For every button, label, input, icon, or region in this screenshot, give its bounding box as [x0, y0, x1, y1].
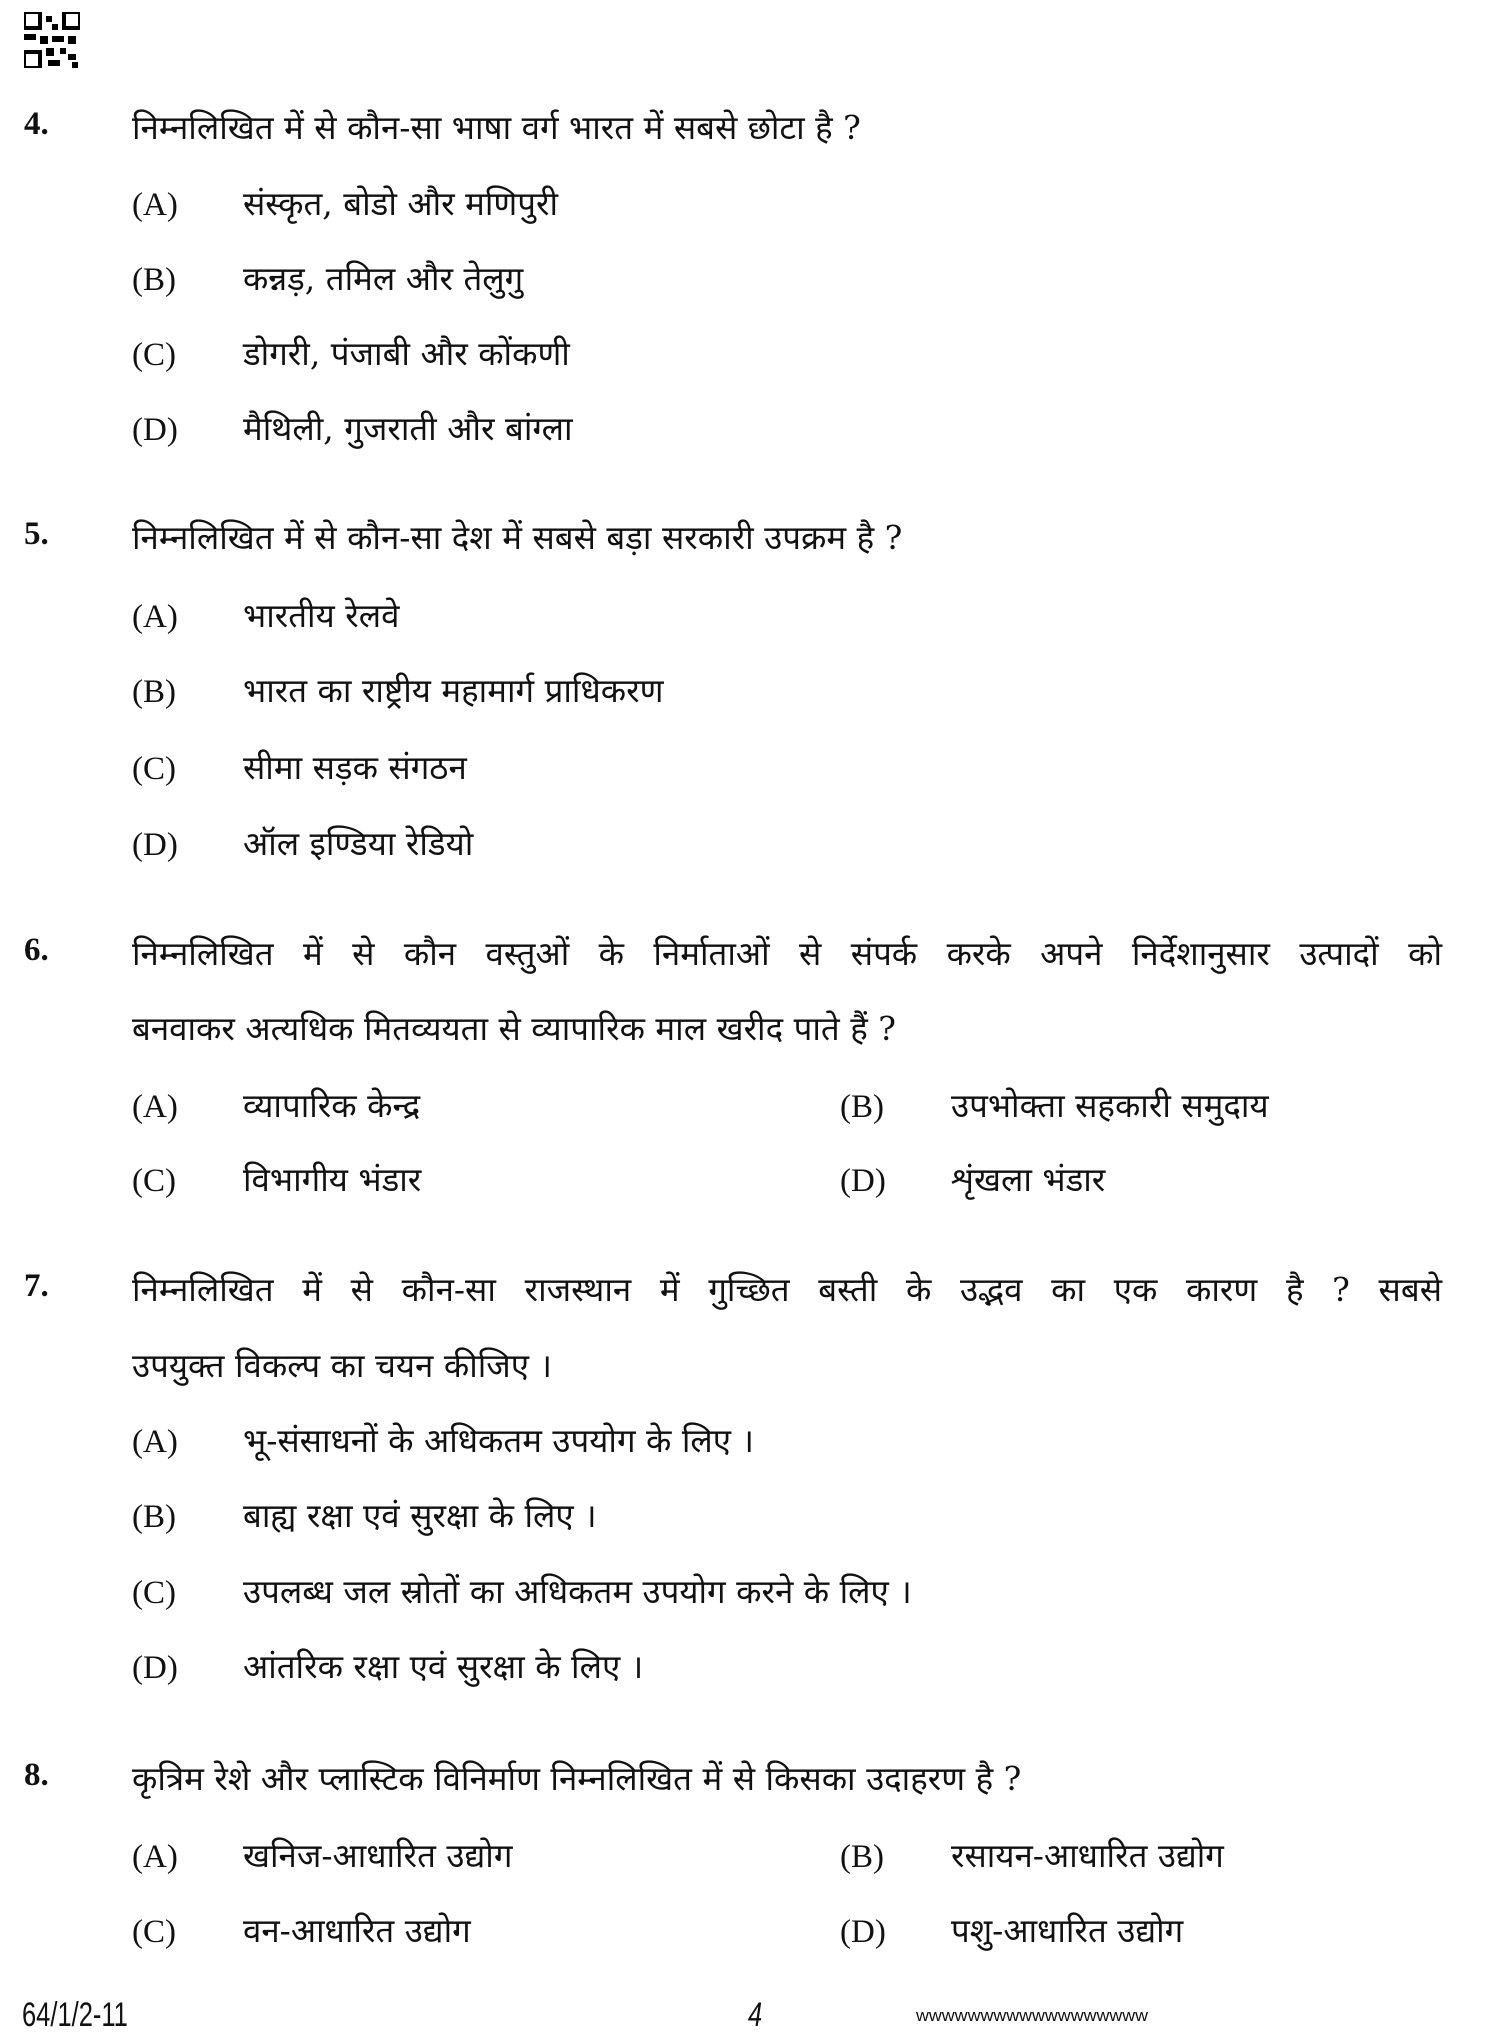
option-text: डोगरी, पंजाबी और कोंकणी: [243, 334, 570, 373]
option-text: मैथिली, गुजराती और बांग्ला: [243, 409, 573, 448]
question-text: उपयुक्त विकल्प का चयन कीजिए ।: [132, 1346, 553, 1385]
option-label: (D): [840, 1914, 886, 1950]
option-text: वन-आधारित उद्योग: [243, 1911, 471, 1950]
option-label: (A): [132, 187, 178, 223]
option: [132, 330, 570, 375]
option: [132, 667, 663, 712]
option-text: खनिज-आधारित उद्योग: [243, 1836, 513, 1875]
option: [132, 1907, 471, 1952]
option: [132, 1568, 912, 1613]
page-number: 4: [748, 1996, 763, 2034]
option-text: बाह्य रक्षा एवं सुरक्षा के लिए ।: [243, 1496, 597, 1535]
option-label: (A): [132, 1424, 178, 1460]
option: [132, 255, 523, 300]
option: [132, 744, 467, 789]
option: [132, 1156, 421, 1201]
option-text: शृंखला भंडार: [951, 1160, 1106, 1199]
option-label: (B): [132, 1499, 176, 1535]
question-number: 6.: [24, 932, 49, 968]
option-label: (D): [132, 412, 178, 448]
question-text: बनवाकर अत्यधिक मितव्ययता से व्यापारिक माल खरीद पाते हैं ?: [132, 1009, 896, 1048]
option-text: कन्नड़, तमिल और तेलुगु: [243, 259, 524, 298]
option-label: (A): [132, 599, 178, 635]
option-label: (B): [132, 674, 176, 710]
option-label: (A): [132, 1089, 178, 1125]
option-label: (C): [132, 1163, 176, 1199]
option: [132, 1492, 597, 1537]
option: [132, 180, 558, 225]
option-text: रसायन-आधारित उद्योग: [951, 1836, 1224, 1875]
option-label: (C): [132, 1575, 176, 1611]
option: [132, 1643, 643, 1688]
option: [132, 820, 473, 865]
question-text: निम्नलिखित में से कौन वस्तुओं के निर्माताओं से संपर्क करके अपने निर्देशानुसार उत्पादों को: [132, 934, 1442, 973]
option-text: उपभोक्ता सहकारी समुदाय: [951, 1086, 1269, 1125]
qr-code-icon: [24, 12, 80, 68]
option-text: विभागीय भंडार: [243, 1160, 422, 1199]
question-text: निम्नलिखित में से कौन-सा राजस्थान में गुच्छित बस्ती के उद्भव का एक कारण है ? सबसे: [132, 1270, 1442, 1309]
option-label: (D): [132, 827, 178, 863]
option-label: (C): [132, 337, 176, 373]
question-text: निम्नलिखित में से कौन-सा भाषा वर्ग भारत में सबसे छोटा है ?: [132, 108, 861, 147]
paper-code: 64/1/2-11: [22, 1996, 128, 2034]
option-text: भू-संसाधनों के अधिकतम उपयोग के लिए ।: [243, 1421, 755, 1460]
option: [132, 1082, 420, 1127]
decorative-wave-mark: wwwwwwwwwwwwwwwwww: [916, 2006, 1149, 2025]
option-text: संस्कृत, बोडो और मणिपुरी: [243, 184, 559, 223]
question-number: 8.: [24, 1757, 49, 1793]
option: [840, 1832, 1224, 1877]
option-text: आंतरिक रक्षा एवं सुरक्षा के लिए ।: [243, 1647, 644, 1686]
option-label: (B): [840, 1089, 884, 1125]
option: [132, 1417, 754, 1462]
option-text: भारतीय रेलवे: [243, 596, 400, 635]
option-label: (C): [132, 1914, 176, 1950]
option: [840, 1907, 1183, 1952]
question-text: कृत्रिम रेशे और प्लास्टिक विनिर्माण निम्नलिखित में से किसका उदाहरण है ?: [132, 1759, 1022, 1798]
option-text: ऑल इण्डिया रेडियो: [243, 824, 474, 863]
option: [132, 592, 399, 637]
question-number: 5.: [24, 516, 49, 552]
option-text: सीमा सड़क संगठन: [243, 748, 467, 787]
option-label: (B): [840, 1839, 884, 1875]
option: [840, 1156, 1105, 1201]
question-text: निम्नलिखित में से कौन-सा देश में सबसे बड़ा सरकारी उपक्रम है ?: [132, 518, 903, 557]
option-label: (D): [132, 1650, 178, 1686]
option-label: (D): [840, 1163, 886, 1199]
question-number: 4.: [24, 106, 49, 142]
option-text: पशु-आधारित उद्योग: [951, 1911, 1184, 1950]
option: [132, 405, 573, 450]
question-number: 7.: [24, 1268, 49, 1304]
option-label: (A): [132, 1839, 178, 1875]
option-label: (C): [132, 751, 176, 787]
option-text: भारत का राष्ट्रीय महामार्ग प्राधिकरण: [243, 671, 664, 710]
option: [132, 1832, 512, 1877]
option: [840, 1082, 1269, 1127]
option-text: व्यापारिक केन्द्र: [243, 1086, 421, 1125]
option-text: उपलब्ध जल स्रोतों का अधिकतम उपयोग करने के लिए ।: [243, 1572, 912, 1611]
option-label: (B): [132, 262, 176, 298]
